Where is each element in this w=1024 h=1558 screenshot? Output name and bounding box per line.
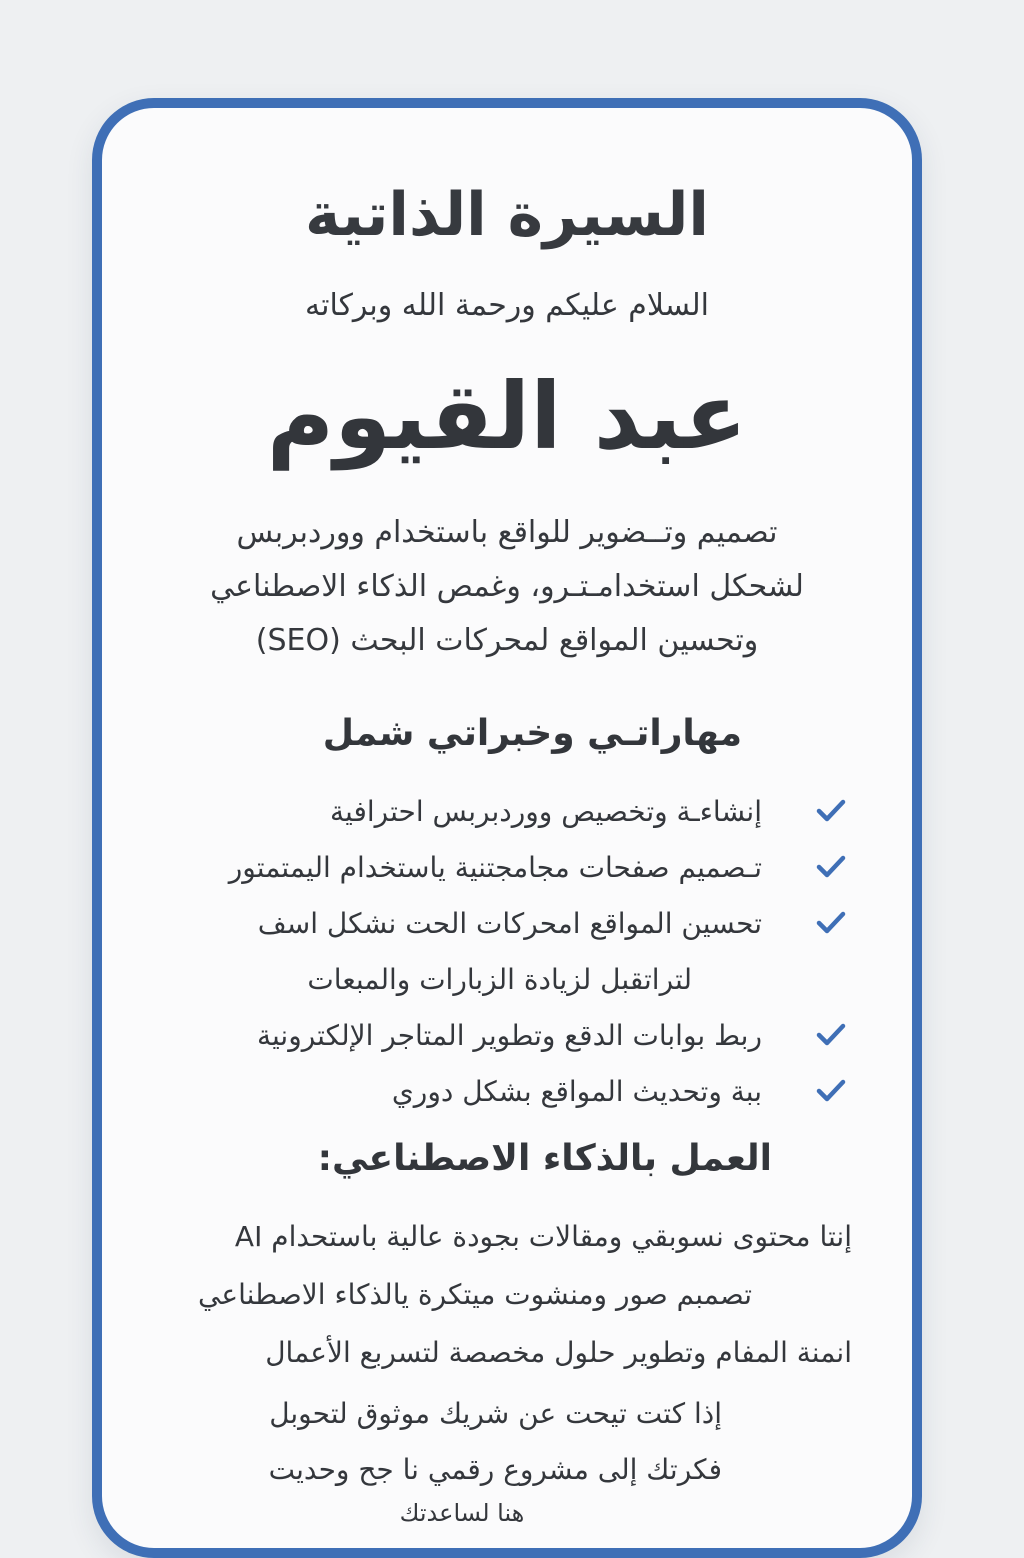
intro-line: لشحكل استخدامـتـرو، وغمص الذكاء الاصطناعي [210, 569, 804, 604]
intro-line: تصميم وتــضوير للواقع باستخدام ووردبربس [236, 515, 778, 550]
skill-text-line1: تحسين المواقع امحركات الحت نشكل اسف [257, 907, 762, 940]
list-item [102, 1008, 912, 1064]
closing-line: هنا لساعدتك [399, 1499, 525, 1527]
check-icon [816, 798, 846, 824]
closing-line: إذا كتت تيحت عن شريك موثوق لتحوبل [269, 1397, 722, 1430]
check-icon [816, 1022, 846, 1048]
closing-paragraph [142, 1386, 722, 1528]
intro-line: وتحسين المواقع لمحركات البحث (SEO) [255, 623, 759, 658]
ai-section [132, 1208, 852, 1382]
ai-item: إنتا محتوى نسوبقي ومقالات بجودة عالية باستحدام AI [234, 1220, 852, 1253]
skill-text: إنشاءـة وتخصيص ووردبربس احترافية [330, 795, 762, 828]
skills-heading: مهاراتـي وخبراتي شمل [322, 713, 742, 754]
list-item [102, 1064, 912, 1120]
list-item [102, 896, 912, 1008]
skill-text [142, 896, 762, 1008]
list-item [102, 840, 912, 896]
person-name: عبد القيوم [266, 363, 748, 470]
intro-paragraph [142, 506, 872, 668]
closing-line: فكرتك إلى مشروع رقمي نا جح وحديت [268, 1453, 722, 1486]
ai-heading: العمل بالذكاء الاصطناعي: [317, 1138, 772, 1179]
ai-item: تصمبم صور ومنشوت ميتكرة يالذكاء الاصطناعي [198, 1278, 752, 1311]
check-icon [816, 910, 846, 936]
skill-text: تـصميم صفحات مجامجتنية ياستخدام اليمتمتور [228, 851, 762, 884]
page-title: السيرة الذاتية [304, 180, 709, 250]
skill-text-line2: لتراتقبل لزيادة الزبارات والمبعات [307, 963, 692, 996]
ai-item: انمنة المفام وتطوير حلول مخصصة لتسربع الأعمال [265, 1336, 852, 1369]
skill-text: ربط بوابات الدقع وتطوير المتاجر الإلكترونية [256, 1019, 762, 1052]
resume-card [92, 98, 922, 1558]
skill-text: ببة وتحديث المواقع بشكل دوري [391, 1075, 762, 1108]
check-icon [816, 1078, 846, 1104]
list-item [102, 784, 912, 840]
greeting: السلام عليكم ورحمة الله وبركاته [305, 288, 709, 323]
skills-list [102, 784, 912, 1120]
check-icon [816, 854, 846, 880]
